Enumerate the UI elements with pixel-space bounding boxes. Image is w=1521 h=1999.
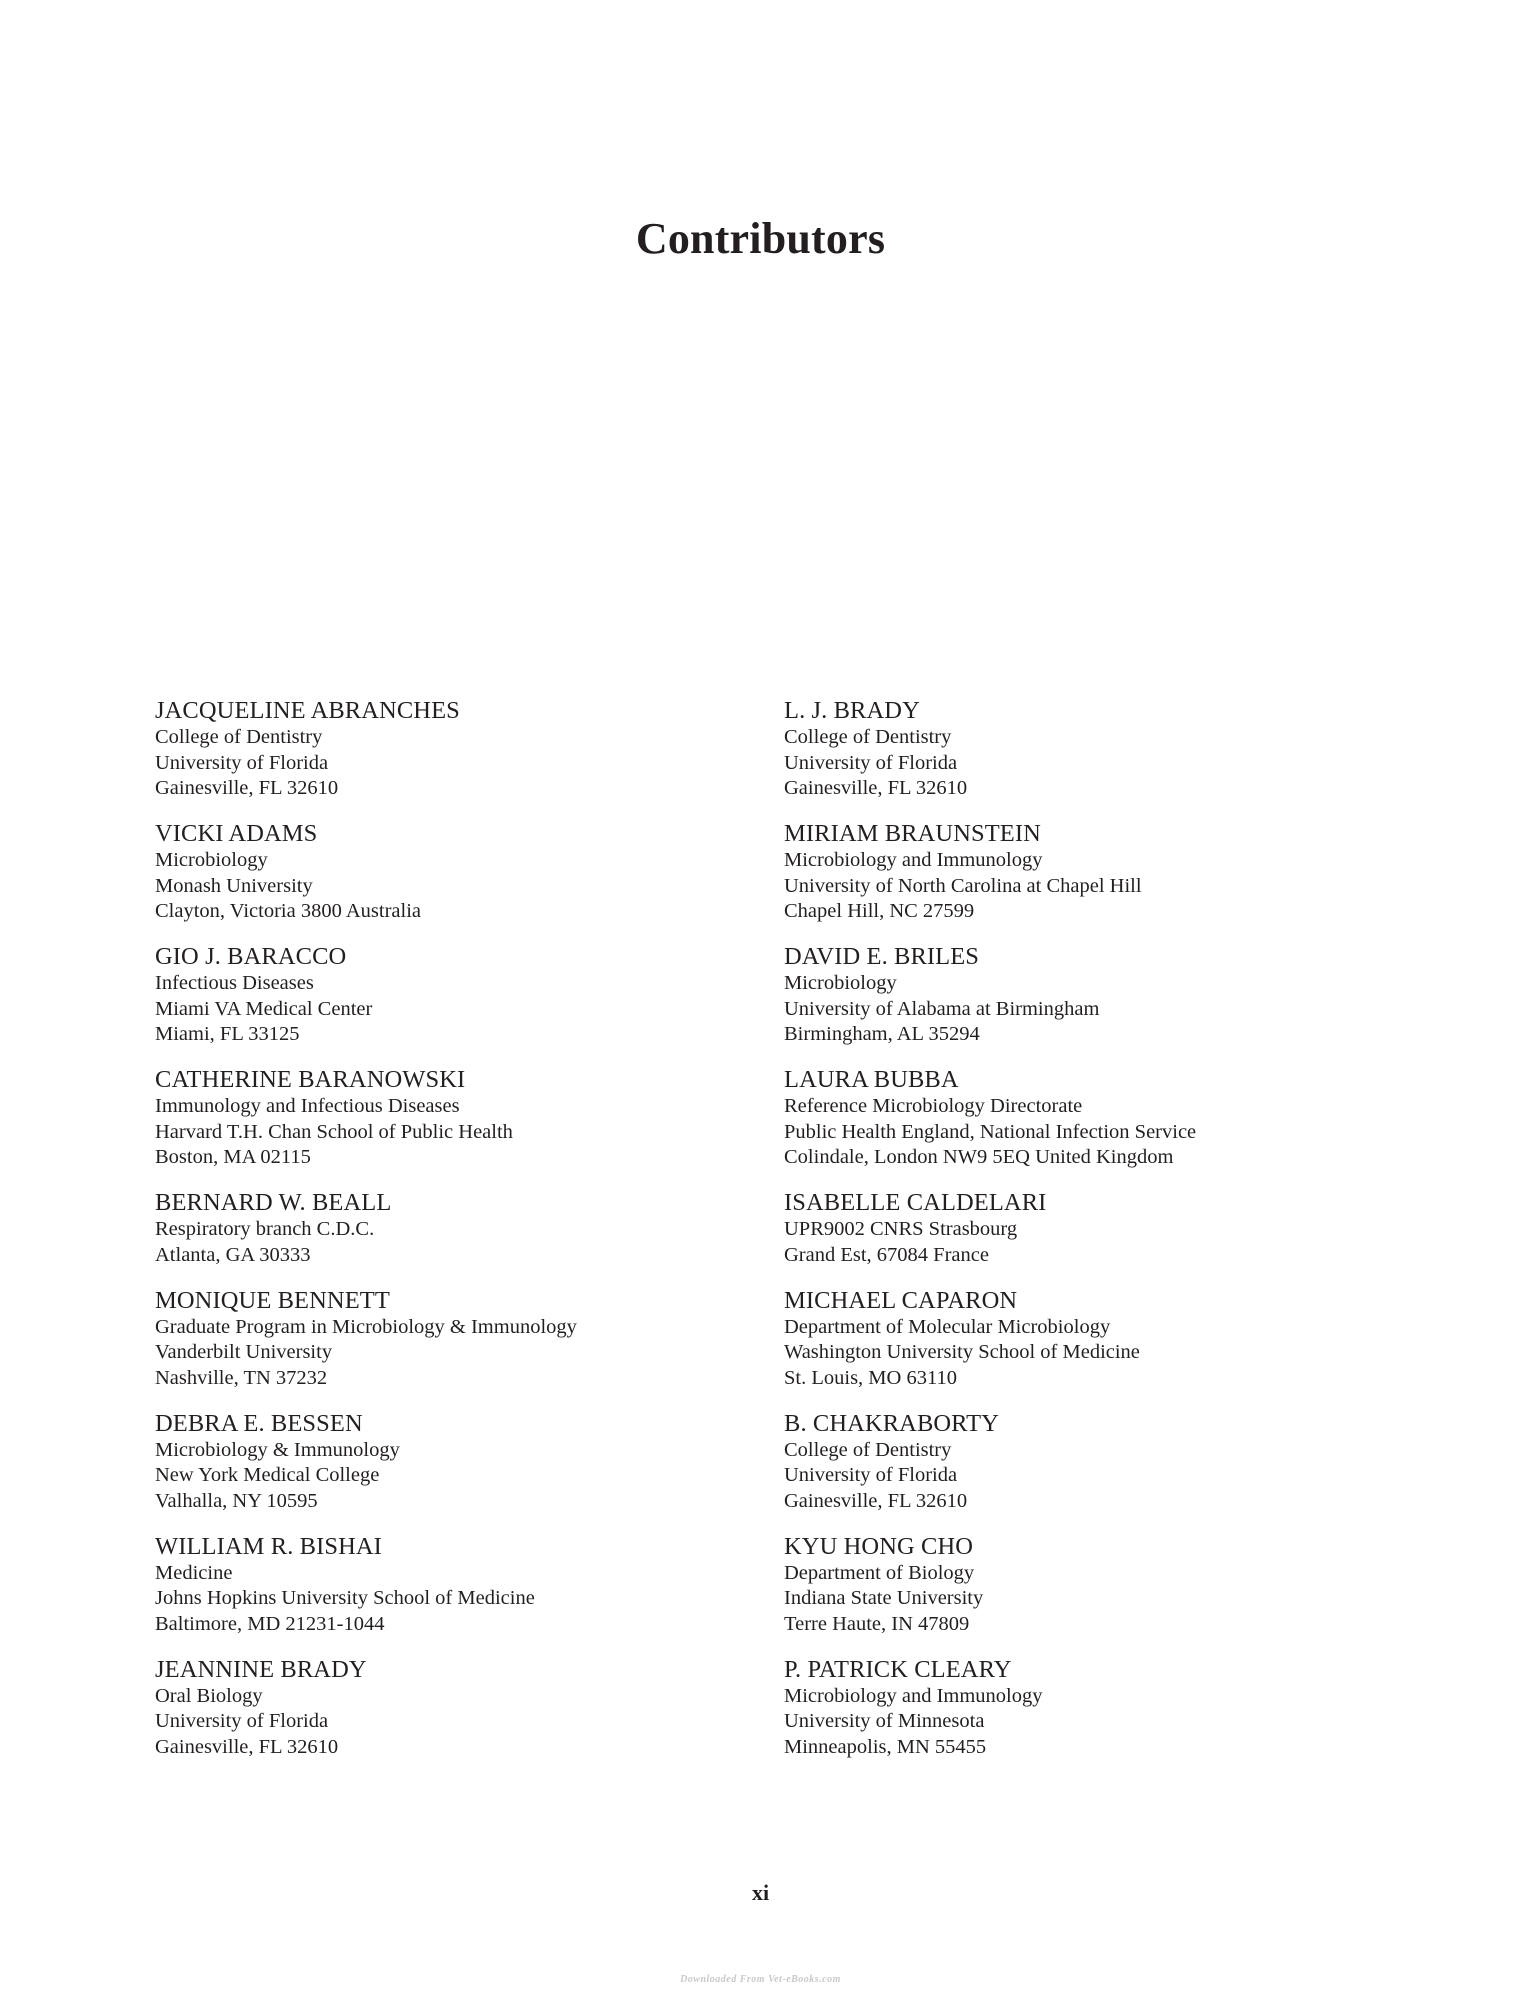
contributor-entry bbox=[155, 1188, 715, 1286]
contributor-entry bbox=[155, 1655, 715, 1778]
contributor-entry bbox=[155, 1286, 715, 1409]
contributor-affiliation-line: Infectious Diseases bbox=[155, 972, 314, 994]
contributor-affiliation-line: Minneapolis, MN 55455 bbox=[784, 1735, 987, 1758]
contributor-entry bbox=[155, 696, 715, 819]
contributor-affiliation-line: Immunology and Infectious Diseases bbox=[155, 1095, 460, 1117]
contributor-affiliation-line: Reference Microbiology Directorate bbox=[784, 1095, 1083, 1117]
contributor-affiliation-line: Johns Hopkins University School of Medicine bbox=[155, 1587, 535, 1609]
contributor-name: DEBRA E. BESSEN bbox=[155, 1409, 363, 1437]
contributor-affiliation-line: Grand Est, 67084 France bbox=[784, 1243, 989, 1266]
contributor-entry bbox=[784, 696, 1404, 819]
contributor-affiliation-line: Chapel Hill, NC 27599 bbox=[784, 900, 975, 922]
contributor-affiliation-line: Miami, FL 33125 bbox=[155, 1023, 300, 1045]
contributor-affiliation-line: Microbiology and Immunology bbox=[784, 1684, 1043, 1707]
contributor-affiliation-line: Birmingham, AL 35294 bbox=[784, 1023, 980, 1045]
contributor-affiliation-line: University of Alabama at Birmingham bbox=[784, 997, 1100, 1020]
contributor-name: DAVID E. BRILES bbox=[784, 943, 980, 970]
contributor-name: CATHERINE BARANOWSKI bbox=[155, 1066, 466, 1093]
contributor-affiliation-line: Washington University School of Medicine bbox=[784, 1341, 1140, 1363]
contributor-name: WILLIAM R. BISHAI bbox=[155, 1532, 382, 1560]
contributors-right-column bbox=[784, 696, 1404, 1778]
contributor-affiliation-line: Valhalla, NY 10595 bbox=[155, 1489, 318, 1512]
contributor-name: LAURA BUBBA bbox=[784, 1066, 959, 1093]
contributor-affiliation-line: Miami VA Medical Center bbox=[155, 997, 373, 1020]
contributor-entry bbox=[155, 819, 715, 942]
contributor-entry bbox=[784, 819, 1404, 942]
contributor-affiliation-line: Public Health England, National Infection Service bbox=[784, 1120, 1197, 1143]
contributor-affiliation-line: Microbiology & Immunology bbox=[155, 1438, 400, 1461]
contributor-affiliation-line: Respiratory branch C.D.C. bbox=[155, 1218, 375, 1240]
contributor-affiliation-line: University of Florida bbox=[784, 1464, 958, 1486]
contributor-affiliation-line: University of Minnesota bbox=[784, 1710, 985, 1732]
contributor-affiliation-line: Graduate Program in Microbiology & Immunology bbox=[155, 1315, 577, 1338]
contributor-affiliation-line: Colindale, London NW9 5EQ United Kingdom bbox=[784, 1146, 1174, 1168]
contributor-entry bbox=[784, 1188, 1404, 1286]
contributor-name: MICHAEL CAPARON bbox=[784, 1286, 1018, 1314]
contributor-affiliation-line: Atlanta, GA 30333 bbox=[155, 1243, 311, 1266]
contributor-name: GIO J. BARACCO bbox=[155, 943, 347, 970]
contributor-affiliation-line: University of North Carolina at Chapel Hill bbox=[784, 874, 1142, 897]
contributor-affiliation-line: UPR9002 CNRS Strasbourg bbox=[784, 1218, 1018, 1240]
contributor-affiliation-line: Terre Haute, IN 47809 bbox=[784, 1612, 970, 1635]
contributor-affiliation-line: Nashville, TN 37232 bbox=[155, 1366, 328, 1389]
contributor-affiliation-line: Microbiology bbox=[155, 849, 268, 871]
contributor-affiliation-line: University of Florida bbox=[155, 751, 329, 774]
contributor-name: L. J. BRADY bbox=[784, 697, 920, 724]
contributor-name: JEANNINE BRADY bbox=[155, 1655, 367, 1683]
page-number: xi bbox=[751, 1880, 770, 1905]
contributor-affiliation-line: College of Dentistry bbox=[784, 726, 952, 748]
contributor-entry bbox=[784, 1532, 1404, 1655]
contributor-affiliation-line: College of Dentistry bbox=[784, 1438, 952, 1461]
contributor-affiliation-line: St. Louis, MO 63110 bbox=[784, 1366, 957, 1389]
contributor-name: ISABELLE CALDELARI bbox=[784, 1189, 1047, 1216]
page-title: Contributors bbox=[635, 214, 886, 263]
contributor-entry bbox=[784, 1065, 1404, 1188]
contributor-name: BERNARD W. BEALL bbox=[155, 1189, 392, 1216]
contributor-affiliation-line: Medicine bbox=[155, 1561, 233, 1584]
contributor-affiliation-line: Harvard T.H. Chan School of Public Health bbox=[155, 1120, 513, 1143]
contributor-affiliation-line: Monash University bbox=[155, 874, 313, 897]
contributor-name: MONIQUE BENNETT bbox=[155, 1286, 390, 1314]
contributor-affiliation-line: Vanderbilt University bbox=[155, 1341, 333, 1363]
contributor-affiliation-line: Microbiology bbox=[784, 972, 897, 994]
contributor-name: JACQUELINE ABRANCHES bbox=[155, 697, 460, 724]
contributor-affiliation-line: Gainesville, FL 32610 bbox=[155, 777, 339, 799]
contributor-affiliation-line: Gainesville, FL 32610 bbox=[784, 777, 968, 799]
contributor-affiliation-line: University of Florida bbox=[784, 751, 958, 774]
contributor-affiliation-line: Gainesville, FL 32610 bbox=[784, 1489, 968, 1512]
contributor-entry bbox=[784, 942, 1404, 1065]
contributor-affiliation-line: Oral Biology bbox=[155, 1684, 263, 1707]
contributor-affiliation-line: Department of Biology bbox=[784, 1561, 975, 1584]
contributor-affiliation-line: Clayton, Victoria 3800 Australia bbox=[155, 900, 421, 922]
contributor-affiliation-line: Department of Molecular Microbiology bbox=[784, 1315, 1111, 1338]
contributor-entry bbox=[784, 1655, 1404, 1778]
contributor-affiliation-line: Gainesville, FL 32610 bbox=[155, 1735, 339, 1758]
contributor-entry bbox=[784, 1409, 1404, 1532]
contributor-affiliation-line: Baltimore, MD 21231-1044 bbox=[155, 1612, 385, 1635]
contributor-name: VICKI ADAMS bbox=[155, 820, 318, 847]
contributor-affiliation-line: University of Florida bbox=[155, 1710, 329, 1732]
download-watermark: Downloaded From Vet-eBooks.com bbox=[680, 1974, 841, 1985]
contributor-affiliation-line: New York Medical College bbox=[155, 1464, 380, 1486]
contributor-affiliation-line: Microbiology and Immunology bbox=[784, 849, 1043, 871]
contributor-name: MIRIAM BRAUNSTEIN bbox=[784, 820, 1041, 847]
contributor-entry bbox=[155, 1065, 715, 1188]
contributor-name: P. PATRICK CLEARY bbox=[784, 1655, 1012, 1683]
contributor-name: B. CHAKRABORTY bbox=[784, 1409, 1000, 1437]
contributor-name: KYU HONG CHO bbox=[784, 1532, 974, 1560]
contributor-affiliation-line: Indiana State University bbox=[784, 1587, 984, 1609]
contributors-left-column bbox=[155, 696, 715, 1778]
contributor-affiliation-line: College of Dentistry bbox=[155, 726, 323, 748]
contributor-affiliation-line: Boston, MA 02115 bbox=[155, 1146, 311, 1168]
contributor-entry bbox=[155, 1409, 715, 1532]
contributor-entry bbox=[155, 1532, 715, 1655]
contributor-entry bbox=[155, 942, 715, 1065]
contributor-entry bbox=[784, 1286, 1404, 1409]
